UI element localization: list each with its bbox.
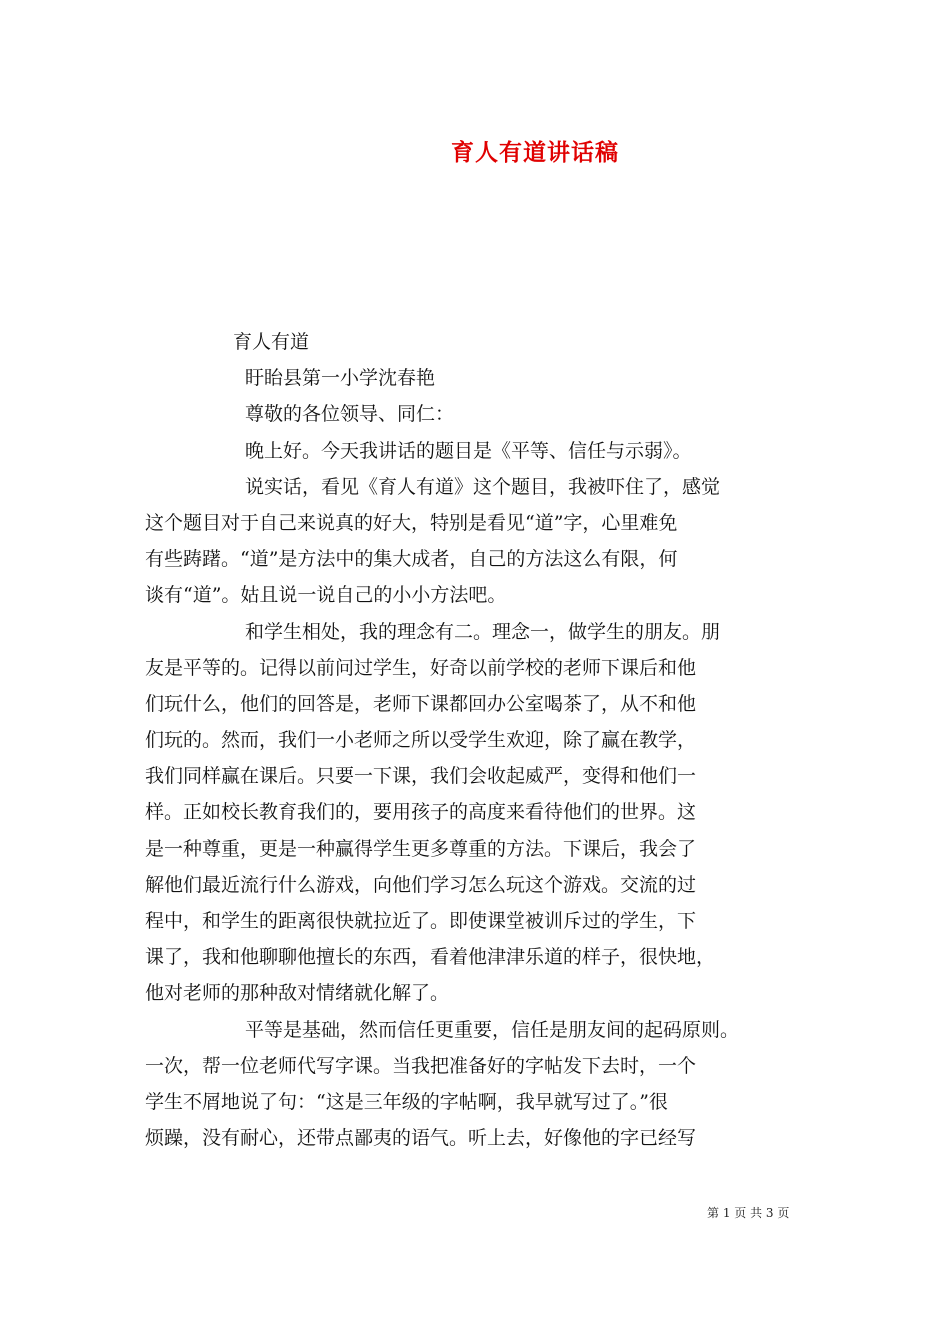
- page-number: 第 1 页 共 3 页: [707, 1206, 790, 1220]
- text-line: 晚上好。今天我讲话的题目是《平等、信任与示弱》。: [245, 439, 692, 462]
- text-line: 们玩什么，他们的回答是，老师下课都回办公室喝茶了，从不和他: [145, 692, 697, 715]
- text-line: 这个题目对于自己来说真的好大，特别是看见“道”字，心里难免: [145, 511, 678, 534]
- text-line: 学生不屑地说了句：“这是三年级的字帖啊，我早就写过了。”很: [145, 1090, 668, 1113]
- text-line: 有些踌躇。“道”是方法中的集大成者，自己的方法这么有限，何: [145, 548, 678, 571]
- text-line: 程中，和学生的距离很快就拉近了。即使课堂被训斥过的学生，下: [145, 910, 697, 932]
- text-line: 是一种尊重，更是一种赢得学生更多尊重的方法。下课后，我会了: [145, 837, 697, 860]
- text-line: 和学生相处，我的理念有二。理念一，做学生的朋友。朋: [245, 620, 721, 643]
- text-line: 平等是基础，然而信任更重要，信任是朋友间的起码原则。: [245, 1018, 740, 1041]
- text-line: 样。正如校长教育我们的，要用孩子的高度来看待他们的世界。这: [145, 801, 697, 824]
- document-title: 育人有道讲话稿: [451, 140, 619, 166]
- text-line: 盱眙县第一小学沈春艳: [245, 367, 436, 390]
- text-line: 一次，帮一位老师代写字课。当我把准备好的字帖发下去时，一个: [145, 1054, 697, 1077]
- text-line: 们玩的。然而，我们一小老师之所以受学生欢迎，除了赢在教学，: [145, 729, 697, 752]
- text-line: 说实话，看见《育人有道》这个题目，我被吓住了，感觉: [245, 475, 721, 498]
- text-line: 育人有道: [233, 331, 310, 353]
- text-line: 友是平等的。记得以前问过学生，好奇以前学校的老师下课后和他: [145, 656, 697, 679]
- text-line: 谈有“道”。姑且说一说自己的小小方法吧。: [145, 584, 507, 607]
- text-line: 尊敬的各位领导、同仁：: [245, 403, 455, 426]
- document-body: [145, 324, 813, 1156]
- text-line: 我们同样赢在课后。只要一下课，我们会收起威严，变得和他们一: [145, 765, 697, 788]
- text-line: 烦躁，没有耐心，还带点鄙夷的语气。听上去，好像他的字已经写: [145, 1127, 697, 1150]
- text-line: 解他们最近流行什么游戏，向他们学习怎么玩这个游戏。交流的过: [145, 873, 697, 896]
- text-line: 课了，我和他聊聊他擅长的东西，看着他津津乐道的样子，很快地，: [145, 946, 716, 969]
- text-line: 他对老师的那种敌对情绪就化解了。: [145, 982, 450, 1005]
